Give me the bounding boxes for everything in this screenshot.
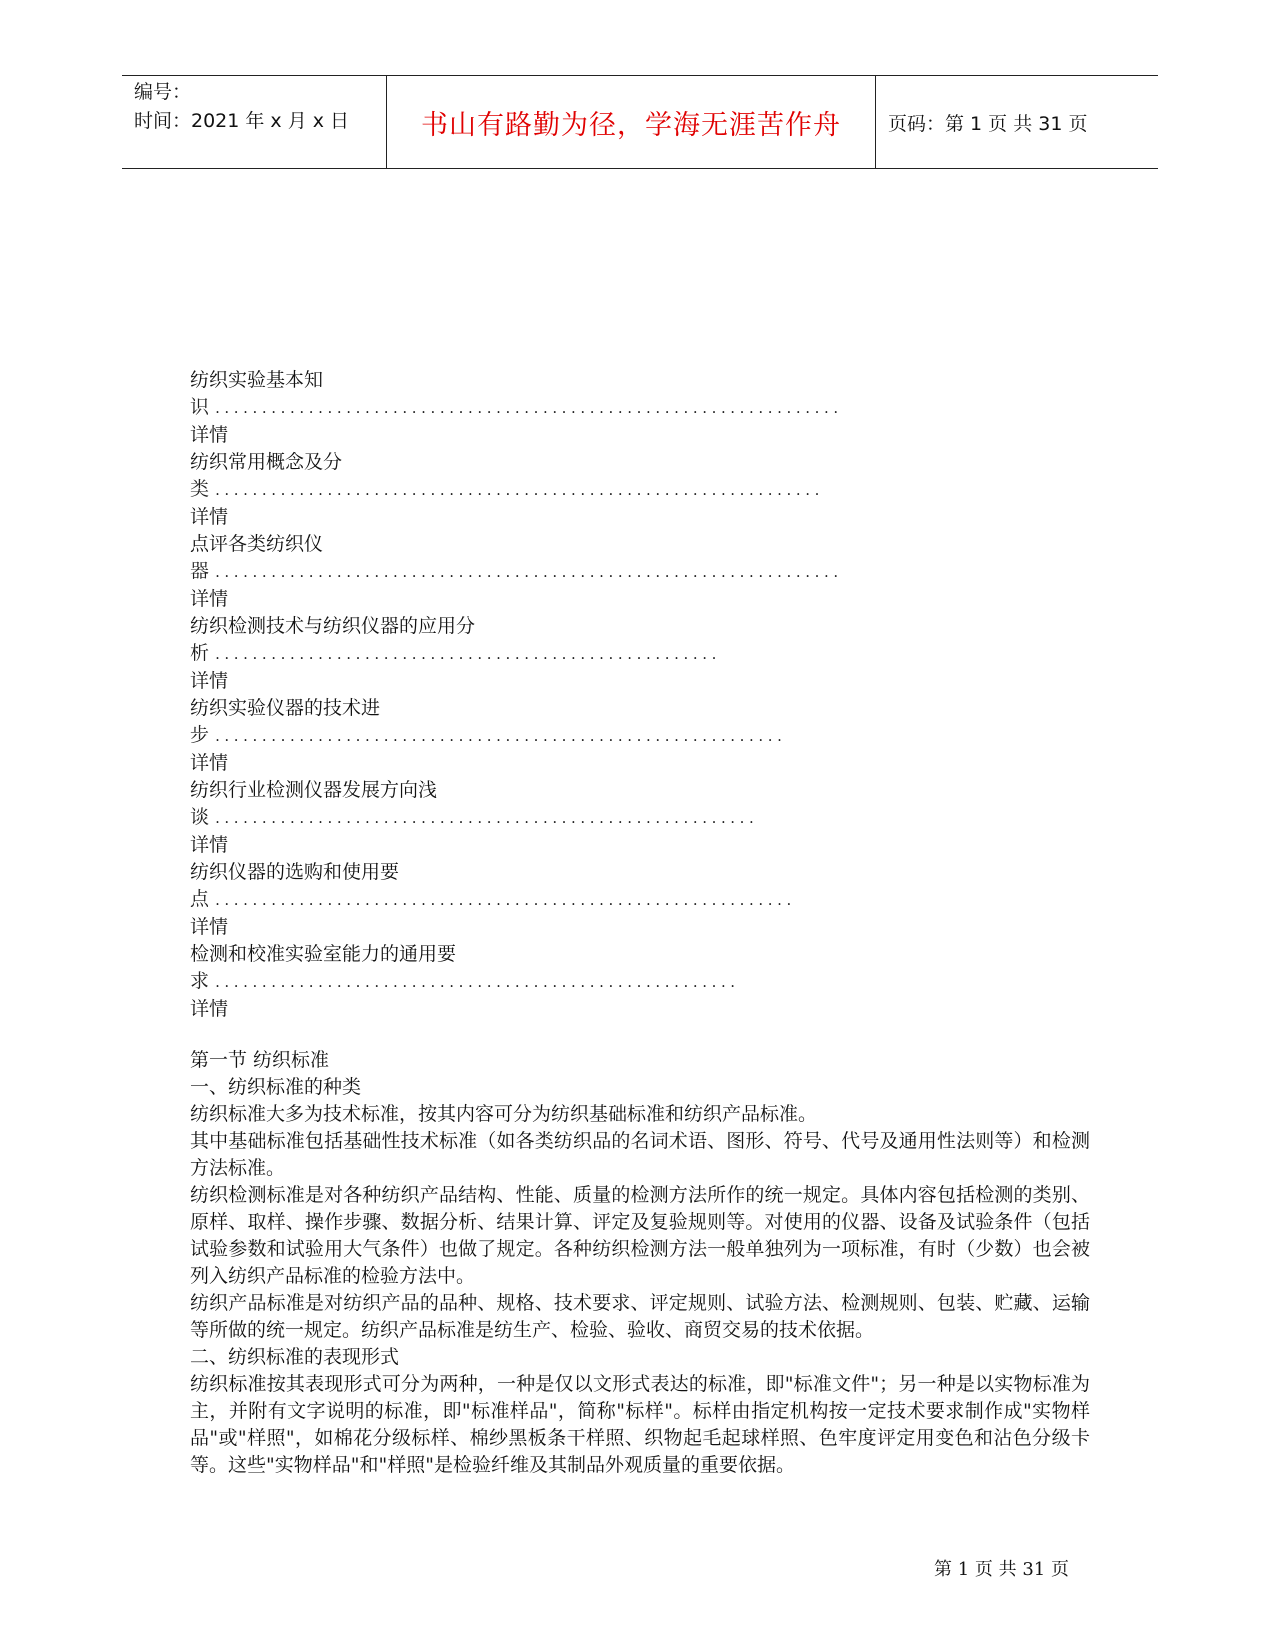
toc-entry-title: 纺织行业检测仪器发展方向浅 [190,779,438,801]
header-table [122,75,1158,169]
toc-entry-tail: 析 [190,642,210,664]
toc-entry-title: 纺织仪器的选购和使用要 [190,861,400,883]
toc-entry-leader [190,886,1090,914]
paragraph: 纺织检测标准是对各种纺织产品结构、性能、质量的检测方法所作的统一规定。具体内容包括检测的类别、原样、取样、操作步骤、数据分析、结果计算、评定及复验规则等。对使用的仪器、设备及试验条件（包括试验参数和试验用大气条件）也做了规定。各种纺织检测方法一般单独列为一项标准，有时（少数）也会被列入纺织产品标准的检验方法中。 [190,1184,1090,1287]
toc-entry-title: 点评各类纺织仪 [190,533,324,555]
toc-entry-leader [190,558,1090,586]
toc-entry-tail: 器 [190,560,210,582]
toc-detail-link[interactable]: 详情 [190,834,229,856]
toc-dot-leader: ................................................................... [215,399,843,417]
doc-number-label: 编号： [134,81,192,103]
toc-entry [190,613,1090,695]
paragraph: 纺织标准大多为技术标准，按其内容可分为纺织基础标准和纺织产品标准。 [190,1103,818,1125]
page-content [190,367,1090,1479]
toc-detail-link[interactable]: 详情 [190,916,229,938]
toc-entry-title: 纺织检测技术与纺织仪器的应用分 [190,615,476,637]
page-info: 页码：第 1 页 共 31 页 [888,112,1088,135]
toc-entry-leader [190,968,1090,996]
toc-dot-leader: ........................................................ [215,973,740,991]
paragraph: 纺织标准按其表现形式可分为两种，一种是仅以文形式表达的标准，即"标准文件"；另一种是以实物标准为主，并附有文字说明的标准，即"标准样品"，简称"标样"。标样由指定机构按一定技术要求制作成"实物样品"或"样照"，如棉花分级标样、棉纱黑板条干样照、织物起毛起球样照、色牢度评定用变色和沾色分级卡等。这些"实物样品"和"样照"是检验纤维及其制品外观质量的重要依据。 [190,1373,1090,1476]
toc-entry-title: 纺织实验基本知 [190,369,324,391]
motto-text: 书山有路勤为径，学海无涯苦作舟 [421,109,841,141]
footer-page-number: 第 1 页 共 31 页 [934,1559,1069,1580]
table-of-contents [190,367,1090,1023]
toc-entry [190,941,1090,1023]
toc-entry-leader [190,640,1090,668]
header-page-cell [876,76,1158,168]
toc-entry [190,777,1090,859]
header-meta-cell [122,76,386,168]
toc-entry-title: 纺织常用概念及分 [190,451,343,473]
toc-detail-link[interactable]: 详情 [190,588,229,610]
toc-dot-leader: ................................................................... [215,563,843,581]
toc-entry [190,449,1090,531]
toc-entry-leader [190,394,1090,422]
toc-detail-link[interactable]: 详情 [190,752,229,774]
header-motto-cell [386,76,876,168]
toc-entry-title: 检测和校准实验室能力的通用要 [190,943,457,965]
doc-date: 时间：2021 年 x 月 x 日 [134,110,350,132]
subsection-heading: 一、纺织标准的种类 [190,1076,362,1098]
toc-dot-leader: .............................................................. [215,891,796,909]
toc-dot-leader: ................................................................. [215,481,824,499]
toc-dot-leader: ............................................................. [215,727,787,745]
toc-dot-leader: .......................................................... [215,809,759,827]
toc-entry [190,531,1090,613]
toc-detail-link[interactable]: 详情 [190,670,229,692]
toc-entry [190,695,1090,777]
toc-entry-tail: 谈 [190,806,210,828]
toc-entry-tail: 步 [190,724,210,746]
paragraph: 纺织产品标准是对纺织产品的品种、规格、技术要求、评定规则、试验方法、检测规则、包装、贮藏、运输等所做的统一规定。纺织产品标准是纺生产、检验、验收、商贸交易的技术依据。 [190,1292,1090,1341]
page-footer [934,1555,1069,1581]
toc-entry-tail: 点 [190,888,210,910]
subsection-heading: 二、纺织标准的表现形式 [190,1346,400,1368]
toc-detail-link[interactable]: 详情 [190,998,229,1020]
toc-entry-leader [190,804,1090,832]
toc-dot-leader: ...................................................... [215,645,721,663]
toc-entry-title: 纺织实验仪器的技术进 [190,697,381,719]
toc-entry [190,367,1090,449]
section-heading: 第一节 纺织标准 [190,1049,330,1071]
toc-detail-link[interactable]: 详情 [190,506,229,528]
toc-entry-leader [190,476,1090,504]
paragraph: 其中基础标准包括基础性技术标准（如各类纺织品的名词术语、图形、符号、代号及通用性法则等）和检测方法标准。 [190,1130,1090,1179]
body-text [190,1047,1090,1479]
toc-entry-tail: 识 [190,396,210,418]
toc-detail-link[interactable]: 详情 [190,424,229,446]
toc-entry-leader [190,722,1090,750]
toc-entry-tail: 求 [190,970,210,992]
toc-entry-tail: 类 [190,478,210,500]
toc-entry [190,859,1090,941]
